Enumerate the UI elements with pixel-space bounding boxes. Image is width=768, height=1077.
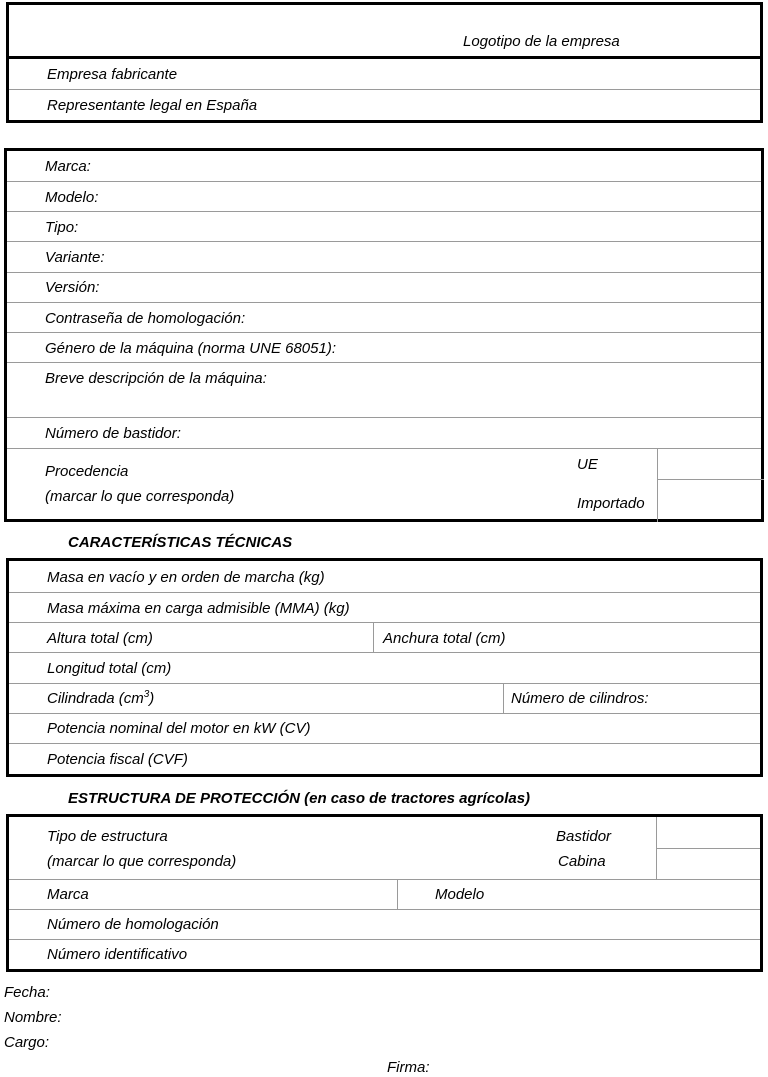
homologation-password-field[interactable]: Contraseña de homologación: (45, 310, 246, 327)
machine-section (4, 148, 764, 522)
variant-field[interactable]: Variante: (45, 249, 105, 266)
structure-brand-field[interactable]: Marca (47, 886, 89, 903)
displacement-field[interactable]: Cilindrada $(cm^3)$ (47, 689, 155, 707)
fiscal-power-field[interactable]: Potencia fiscal (CVF) (47, 751, 188, 768)
origin-label: Procedencia (45, 463, 129, 480)
manufacturer-field[interactable]: Empresa fabricante (47, 66, 178, 83)
technical-section (6, 558, 763, 777)
company-section (6, 2, 763, 123)
origin-imported-checkbox[interactable] (658, 480, 764, 522)
date-field[interactable]: Fecha: (4, 984, 50, 1001)
power-field[interactable]: Potencia nominal del motor en kW (CV) (47, 720, 311, 737)
structure-type-label: Tipo de estructura (47, 828, 168, 845)
company-logo-label: Logotipo de la empresa (463, 33, 620, 50)
chassis-number-field[interactable]: Número de bastidor: (45, 425, 181, 442)
machine-genre-field[interactable]: Género de la máquina (norma UNE 68051): (45, 340, 336, 357)
width-field[interactable]: Anchura total (cm) (383, 630, 506, 647)
structure-frame-checkbox[interactable] (657, 817, 760, 849)
signature-field[interactable]: Firma: (387, 1059, 430, 1076)
model-field[interactable]: Modelo: (45, 189, 99, 206)
machine-description-field[interactable]: Breve descripción de la máquina: (45, 370, 267, 387)
technical-heading: CARACTERÍSTICAS TÉCNICAS (68, 534, 293, 551)
cylinders-field[interactable]: Número de cilindros: (511, 690, 649, 707)
brand-field[interactable]: Marca: (45, 158, 91, 175)
max-mass-field[interactable]: Masa máxima en carga admisible (MMA) (kg) (47, 600, 350, 617)
company-divider (9, 56, 760, 59)
version-field[interactable]: Versión: (45, 279, 100, 296)
length-field[interactable]: Longitud total (cm) (47, 660, 172, 677)
origin-ue-checkbox[interactable] (658, 449, 764, 480)
protection-section (6, 814, 763, 972)
structure-option-cabin: Cabina (558, 853, 606, 870)
structure-cabin-checkbox[interactable] (657, 849, 760, 879)
structure-type-hint: (marcar lo que corresponda) (47, 853, 237, 870)
origin-option-ue: UE (577, 456, 598, 473)
legal-representative-field[interactable]: Representante legal en España (47, 97, 258, 114)
identifier-field[interactable]: Número identificativo (47, 946, 188, 963)
protection-heading: ESTRUCTURA DE PROTECCIÓN (en caso de tractores agrícolas) (68, 790, 531, 807)
structure-option-frame: Bastidor (556, 828, 612, 845)
origin-option-imported: Importado (577, 495, 645, 512)
height-field[interactable]: Altura total (cm) (47, 630, 153, 647)
position-field[interactable]: Cargo: (4, 1034, 50, 1051)
structure-model-field[interactable]: Modelo (435, 886, 485, 903)
type-field[interactable]: Tipo: (45, 219, 79, 236)
empty-mass-field[interactable]: Masa en vacío y en orden de marcha (kg) (47, 569, 325, 586)
homologation-number-field[interactable]: Número de homologación (47, 916, 219, 933)
name-field[interactable]: Nombre: (4, 1009, 62, 1026)
origin-hint: (marcar lo que corresponda) (45, 488, 235, 505)
